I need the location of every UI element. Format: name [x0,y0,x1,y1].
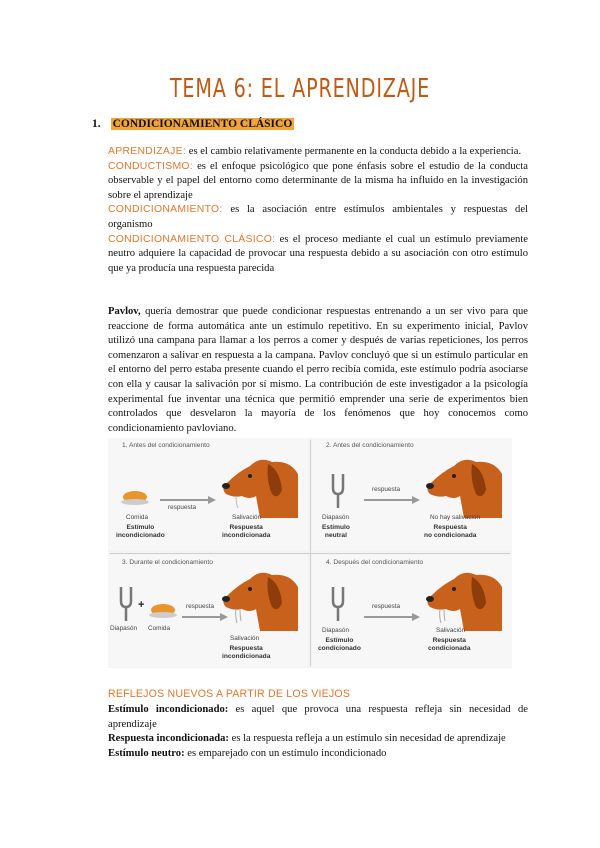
definition-text: es la asociación entre estímulos ambientales y respuestas del organismo [108,204,528,230]
panel-before-2 [312,438,512,550]
definition-condicionamiento-clasico [108,233,528,277]
stimulus-name: Diapasón [110,625,138,632]
pavlov-text: quería demostrar que puede condicionar respuestas entrenando a un ser vivo para que reaccione de forma automática ante un estímulo repetitivo. En su experimento inicial, Pavlov utilizó una campana para llamar a los perros a comer y después de varias repeticiones, los perros comenzaron a salivar en respuesta a la campana. Pavlov concluyó que si un estímulo particular en el entorno del perro estaba presente cuando el perro recibía comida, este estímulo podría asociarse con ella y causar la salivación por sí mismo. La contribución de este investigador a la psicología experimental fue inventar una técnica que permitió emprender una serie de experimentos bien controlados que desvelaron la mayoría de los fenómenos que hoy conocemos como condicionamiento pavloviano. [108,306,528,434]
reflex-item [108,703,528,732]
definition-condicionamiento [108,203,528,232]
panel-during [108,555,308,667]
definitions [108,145,528,276]
response-name: Salivación [230,635,260,642]
panel-title: 3. Durante el condicionamiento [122,559,213,566]
arrow-label: respuesta [372,603,401,610]
response-label: Respuesta incondicionada [222,524,271,539]
page-title: TEMA 6: EL APRENDIZAJE [169,74,431,104]
stimulus-label: Estímulo incondicionado [116,524,165,539]
definition-term: CONDICIONAMIENTO: [108,204,223,216]
panel-title: 2. Antes del condicionamiento [326,442,414,449]
arrow-label: respuesta [186,603,215,610]
figure-divider [110,553,510,554]
pavlov-name: Pavlov, [108,306,141,317]
section-number: 1. [92,118,101,130]
food-bowl-icon [120,490,150,506]
response-label: Respuesta condicionada [428,637,471,652]
tuning-fork-icon [118,585,134,621]
dog-icon [424,569,504,631]
section-label: CONDICIONAMIENTO CLÁSICO [112,118,293,130]
pavlov-paragraph [108,305,528,436]
stimulus-label: Estímulo neutral [322,524,350,539]
reflex-term: Estímulo neutro: [108,747,185,759]
definition-term: CONDUCTISMO: [108,160,193,172]
stimulus-name: Comida [126,514,149,521]
definition-text: es el cambio relativamente permanente en la conducta debido a la experiencia. [186,146,522,157]
definition-term: CONDICIONAMIENTO CLÁSICO: [108,233,276,245]
stimulus-name: Diapasón [322,514,350,521]
arrow-label: respuesta [168,504,197,511]
stimulus-name: Comida [148,625,171,632]
reflex-item [108,747,528,762]
definition-text: es el enfoque psicológico que pone énfasis sobre el estudio de la conducta observable y el papel del entorno como determinante de la misma ha influido en la investigación sobre el aprendizaje [108,160,528,201]
arrow-icon [364,496,420,504]
reflex-term: Estímulo incondicionado: [108,704,229,715]
stimulus-label: Estímulo condicionado [318,637,361,652]
panel-after [312,555,512,667]
response-label: Respuesta no condicionada [424,524,477,539]
panel-title: 4. Después del condicionamiento [326,559,424,566]
reflex-heading: REFLEJOS NUEVOS A PARTIR DE LOS VIEJOS [108,688,351,700]
panel-before-1 [108,438,308,550]
food-bowl-icon [148,603,178,619]
arrow-icon [160,496,216,504]
definition-conductismo [108,160,528,204]
tuning-fork-icon [330,472,346,508]
plus-sign: + [138,599,145,611]
reflex-text: es emparejado con un estímulo incondicionado [184,747,387,759]
definition-aprendizaje [108,145,528,160]
arrow-label: respuesta [372,486,401,493]
response-name: Salivación [232,514,262,521]
reflex-text: es aquel que provoca una respuesta refleja sin necesidad de aprendizaje [108,704,528,730]
response-name: No hay salivación [430,514,481,521]
dog-icon [220,569,300,631]
reflex-definitions [108,703,528,761]
pavlov-figure [108,438,512,668]
tuning-fork-icon [330,585,346,621]
dog-icon [424,456,504,518]
stimulus-name: Diapasón [322,627,350,634]
definition-term: APRENDIZAJE: [108,146,187,157]
reflex-item [108,732,528,747]
response-name: Salivación [436,627,466,634]
reflex-text: es la respuesta refleja a un estímulo sin necesidad de aprendizaje [228,733,506,745]
dog-icon [220,456,300,518]
arrow-icon [182,613,228,621]
definition-text: es el proceso mediante el cual un estímulo previamente neutro adquiere la capacidad de provocar una respuesta debido a su asociación con otro estímulo que ya producía una respuesta parecida [108,233,528,274]
section-heading [92,118,294,130]
panel-title: 1. Antes del condicionamiento [122,442,210,449]
reflex-term: Respuesta incondicionada: [108,733,229,745]
arrow-icon [364,613,420,621]
response-label: Respuesta incondicionada [222,645,271,660]
